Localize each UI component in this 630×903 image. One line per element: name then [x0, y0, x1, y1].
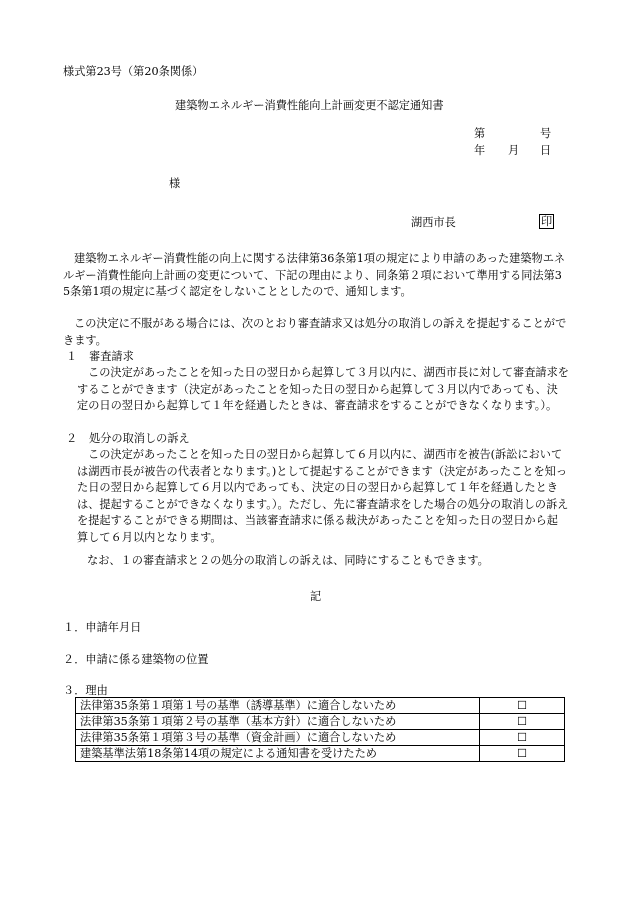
reasons-table: [75, 697, 565, 762]
addressee-suffix: 様: [169, 177, 181, 190]
table-row: [76, 730, 565, 746]
section1-number: １: [66, 350, 78, 363]
form-number: 様式第23号（第20条関係）: [63, 65, 204, 78]
date-month: 月: [508, 144, 520, 157]
reason-text: 法律第35条第１項第３号の基準（資金計画）に適合しないため: [76, 730, 480, 746]
issuer-name: 湖西市長: [411, 216, 456, 229]
number-suffix: 号: [540, 127, 552, 140]
section2-title: 処分の取消しの訴え: [89, 432, 190, 445]
reason-checkbox[interactable]: ☐: [480, 746, 565, 762]
document-title: 建築物エネルギー消費性能向上計画変更不認定通知書: [175, 99, 444, 112]
reason-checkbox[interactable]: ☐: [480, 698, 565, 714]
table-row: [76, 746, 565, 762]
reason-checkbox[interactable]: ☐: [480, 730, 565, 746]
table-row: [76, 714, 565, 730]
section2-number: ２: [66, 432, 78, 445]
appeal-intro: この決定に不服がある場合には、次のとおり審査請求又は処分の取消しの訴えを提起することができます。: [63, 317, 567, 347]
ki-heading: 記: [310, 590, 322, 603]
section1-title: 審査請求: [89, 350, 134, 363]
reason-text: 建築基準法第18条第14項の規定による通知書を受けたため: [76, 746, 480, 762]
seal-mark: [539, 214, 554, 230]
seal-text: 印: [541, 215, 553, 228]
item-building-location: ２．申請に係る建築物の位置: [63, 653, 209, 666]
note-text: なお、１の審査請求と２の処分の取消しの訴えは、同時にすることもできます。: [87, 554, 489, 567]
date-year: 年: [474, 144, 486, 157]
reason-text: 法律第35条第１項第１号の基準（誘導基準）に適合しないため: [76, 698, 480, 714]
item-application-date: １．申請年月日: [63, 621, 142, 634]
reason-text: 法律第35条第１項第２号の基準（基本方針）に適合しないため: [76, 714, 480, 730]
section2-text: この決定があったことを知った日の翌日から起算して６月以内に、湖西市を被告(訴訟においては湖西市長が被告の代表者となります。)として提起することができます（決定があったことを知った日の翌日から起算して６月以内であっても、決定の日の翌日から起算して１年を経過したときは、提起することができなくなります。）。ただし、先に審査請求をした場合の処分の取消しの訴えを提起することができる期間は、当該審査請求に係る裁決があったことを知った日の翌日から起算して６月以内となります。: [77, 448, 569, 544]
table-row: [76, 698, 565, 714]
reason-checkbox[interactable]: ☐: [480, 714, 565, 730]
date-day: 日: [540, 144, 552, 157]
section1-text: この決定があったことを知った日の翌日から起算して３月以内に、湖西市長に対して審査請求をすることができます（決定があったことを知った日の翌日から起算して３月以内であっても、決定の日の翌日から起算して１年を経過したときは、審査請求をすることができなくなります。）。: [77, 366, 569, 412]
main-paragraph: 建築物エネルギー消費性能の向上に関する法律第36条第1項の規定により申請のあった建築物エネルギー消費性能向上計画の変更について、下記の理由により、同条第２項において準用する同法第35条第1項の規定に基づく認定をしないこととしたので、通知します。: [63, 252, 566, 298]
number-prefix: 第: [474, 127, 486, 140]
item-reason: ３．理由: [63, 684, 108, 697]
